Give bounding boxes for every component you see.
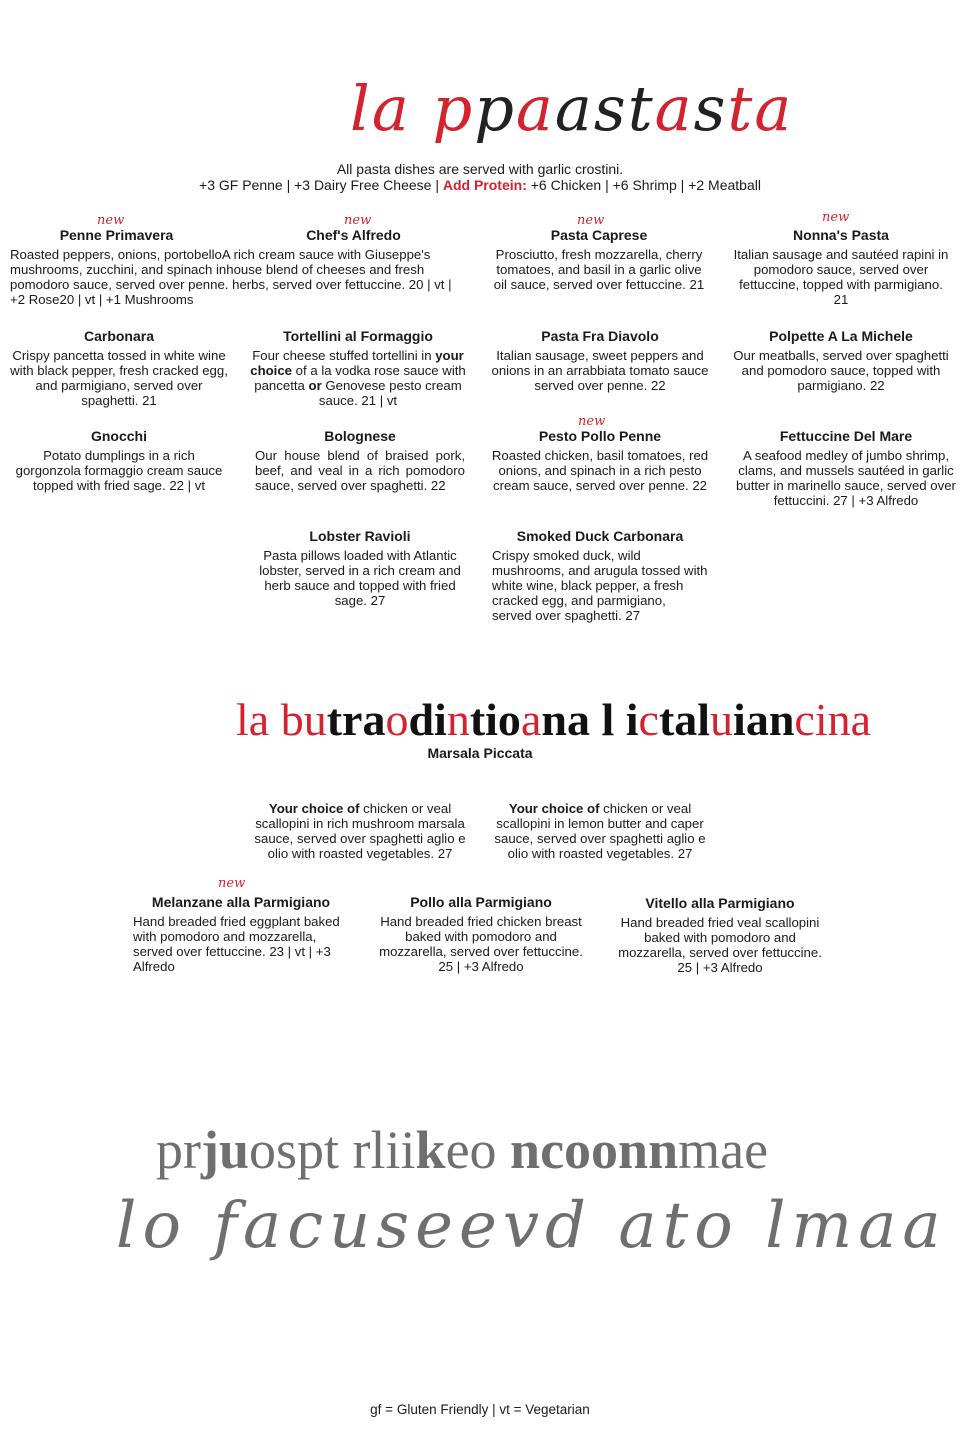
heading-fragment: k — [415, 1120, 446, 1180]
item-description: A seafood medley of jumbo shrimp, clams, and mussels sautéed in garlic butter in marinello sauce, served over fettuccini. 27 | +3 Alfredo — [736, 448, 956, 508]
item-name: Penne Primavera — [59, 227, 174, 243]
heading-fragment: s — [693, 72, 728, 145]
item-name: Nonna's Pasta — [793, 227, 889, 243]
menu-item-penne-primavera — [10, 228, 460, 307]
menu-item-pesto-pollo-penne — [490, 429, 710, 493]
add-protein-label: Add Protein: — [442, 177, 527, 193]
item-description: Crispy pancetta tossed in white wine with black pepper, fresh cracked egg, and parmigiano, served over spaghetti. 21 — [10, 348, 228, 408]
item-description: Italian sausage and sautéed rapini in pomodoro sauce, served over fettuccine, topped with parmigiano. 21 — [733, 247, 949, 307]
slogan-script: lo facuseevd ato lmaa — [116, 1189, 947, 1263]
heading-fragment: cina — [794, 694, 872, 745]
heading-fragment: u — [710, 694, 734, 745]
heading-fragment: eo — [445, 1120, 511, 1180]
item-name: Lobster Ravioli — [309, 528, 411, 544]
protein-options-text: +6 Chicken | +6 Shrimp | +2 Meatball — [526, 177, 761, 193]
menu-item-pollo — [371, 895, 591, 974]
item-description: Our meatballs, served over spaghetti and pomodoro sauce, topped with parmigiano. 22 — [733, 348, 949, 393]
menu-item-piccata — [490, 801, 710, 861]
marsala-piccata-subheading: Marsala Piccata — [427, 745, 533, 761]
menu-item-pasta-caprese — [489, 228, 709, 292]
item-description: Hand breaded fried eggplant baked with pomodoro and mozzarella, served over fettuccine. 23 | vt | +3 Alfredo — [133, 914, 340, 974]
heading-fragment: p — [474, 72, 516, 145]
item-name: Polpette A La Michele — [769, 328, 913, 344]
item-description: Pasta pillows loaded with Atlantic lobster, served in a rich cream and herb sauce and topped with fried sage. 27 — [259, 548, 461, 608]
heading-fragment: tio — [469, 694, 521, 745]
item-description: Prosciutto, fresh mozzarella, cherry tomatoes, and basil in a garlic olive oil sauce, served over fettuccine. 21 — [493, 247, 705, 292]
item-name: Carbonara — [83, 328, 155, 344]
pasta-intro-line1: All pasta dishes are served with garlic crostini. — [336, 161, 624, 177]
heading-fragment: pr — [156, 1120, 201, 1180]
item-description: Your choice of chicken or veal scallopini in rich mushroom marsala sauce, served over spaghetti aglio e olio with roasted vegetables. 27 — [254, 801, 466, 861]
item-name: Smoked Duck Carbonara — [516, 528, 684, 544]
item-description: Italian sausage, sweet peppers and onions in an arrabbiata tomato sauce served over penne. 22 — [491, 348, 709, 393]
item-name: Gnocchi — [90, 428, 147, 444]
item-name: Pollo alla Parmigiano — [410, 894, 552, 910]
item-description: Hand breaded fried chicken breast baked with pomodoro and mozzarella, served over fettuccine. 25 | +3 Alfredo — [379, 914, 583, 974]
heading-fragment: tra — [326, 694, 386, 745]
item-name: Pesto Pollo Penne — [538, 428, 662, 444]
item-name: Bolognese — [324, 428, 396, 444]
heading-fragment: ncoonn — [510, 1120, 679, 1180]
heading-fragment: a — [515, 72, 555, 145]
heading-fragment: a — [554, 72, 594, 145]
item-name: Pasta Caprese — [550, 227, 648, 243]
item-name: Melanzane alla Parmigiano — [151, 894, 331, 910]
pasta-heading — [350, 72, 793, 145]
heading-fragment: t — [627, 72, 655, 145]
heading-fragment: a — [520, 694, 542, 745]
menu-item-polpette — [731, 329, 951, 393]
new-tag: new — [577, 213, 605, 228]
menu-item-fra-diavolo — [490, 329, 710, 393]
heading-fragment: a — [754, 72, 794, 145]
item-name: Vitello alla Parmigiano — [645, 895, 795, 911]
heading-fragment: lii — [370, 1120, 416, 1180]
item-description: Our house blend of braised pork, beef, and veal in a rich pomodoro sauce, served over spaghetti. 22 — [255, 448, 465, 493]
heading-fragment: s — [593, 72, 628, 145]
pasta-extras-text: +3 GF Penne | +3 Dairy Free Cheese | — [199, 177, 443, 193]
pasta-intro-line2 — [0, 178, 960, 193]
heading-fragment: di — [408, 694, 447, 745]
dietary-legend: gf = Gluten Friendly | vt = Vegetarian — [370, 1402, 590, 1417]
item-description: Roasted peppers, onions, portobelloA rich cream sauce with Giuseppe's mushrooms, zucchini, and spinach inhouse blend of cheeses and fresh pomodoro sauce, served over penne. herbs, served over fettuccine. 20 | vt | +2 Rose20 | vt | +1 Mushrooms — [10, 247, 452, 307]
new-tag: new — [578, 414, 606, 429]
heading-fragment: ian — [733, 694, 795, 745]
heading-fragment: ma — [678, 1120, 745, 1180]
menu-item-fettuccine-del-mare — [732, 429, 960, 508]
heading-fragment: tal — [658, 694, 711, 745]
heading-fragment: n — [446, 694, 470, 745]
menu-item-gnocchi — [9, 429, 229, 493]
new-tag: new — [97, 213, 125, 228]
menu-item-carbonara — [9, 329, 229, 408]
item-name: Tortellini al Formaggio — [283, 328, 433, 344]
menu-item-vitello — [610, 896, 830, 975]
item-description: Roasted chicken, basil tomatoes, red onions, and spinach in a rich pesto cream sauce, served over penne. 22 — [491, 448, 709, 493]
item-description: Four cheese stuffed tortellini in your choice of a la vodka rose sauce with pancetta or Genovese pesto cream sauce. 21 | vt — [250, 348, 466, 408]
menu-item-smoked-duck-carbonara — [492, 529, 708, 623]
new-tag: new — [822, 210, 850, 225]
item-description: Your choice of chicken or veal scallopini in lemon butter and caper sauce, served over spaghetti aglio e olio with roasted vegetables. 27 — [494, 801, 706, 861]
menu-item-bolognese — [255, 429, 465, 493]
heading-fragment: c — [638, 694, 659, 745]
item-description: Potato dumplings in a rich gorgonzola formaggio cream sauce topped with fried sage. 22 | vt — [15, 448, 223, 493]
item-name: Fettuccine Del Mare — [779, 428, 913, 444]
traditional-heading — [236, 694, 871, 746]
heading-fragment: ospt r — [249, 1120, 371, 1180]
heading-fragment: p — [432, 72, 475, 145]
heading-fragment: e — [744, 1120, 769, 1180]
menu-item-marsala — [250, 801, 470, 861]
heading-fragment: ju — [200, 1120, 249, 1180]
heading-fragment: a — [654, 72, 694, 145]
item-name: Pasta Fra Diavolo — [541, 328, 659, 344]
heading-fragment: o — [385, 694, 409, 745]
heading-fragment: la — [350, 72, 433, 145]
heading-fragment: na l i — [541, 694, 639, 745]
new-tag: new — [218, 876, 246, 891]
item-name: Chef's Alfredo — [306, 227, 401, 243]
item-description: Hand breaded fried veal scallopini baked with pomodoro and mozzarella, served over fettuccine. 25 | +3 Alfredo — [618, 915, 822, 975]
heading-fragment: la bu — [236, 694, 327, 745]
slogan-heading — [156, 1118, 768, 1182]
item-description: Crispy smoked duck, wild mushrooms, and arugula tossed with white wine, black pepper, a fresh cracked egg, and parmigiano, served over spaghetti. 27 — [492, 548, 708, 623]
menu-item-melanzane — [133, 895, 349, 974]
new-tag: new — [344, 213, 372, 228]
heading-fragment: t — [727, 72, 755, 145]
menu-item-nonnas-pasta — [731, 228, 951, 307]
menu-item-lobster-ravioli — [250, 529, 470, 608]
menu-item-tortellini — [248, 329, 468, 408]
